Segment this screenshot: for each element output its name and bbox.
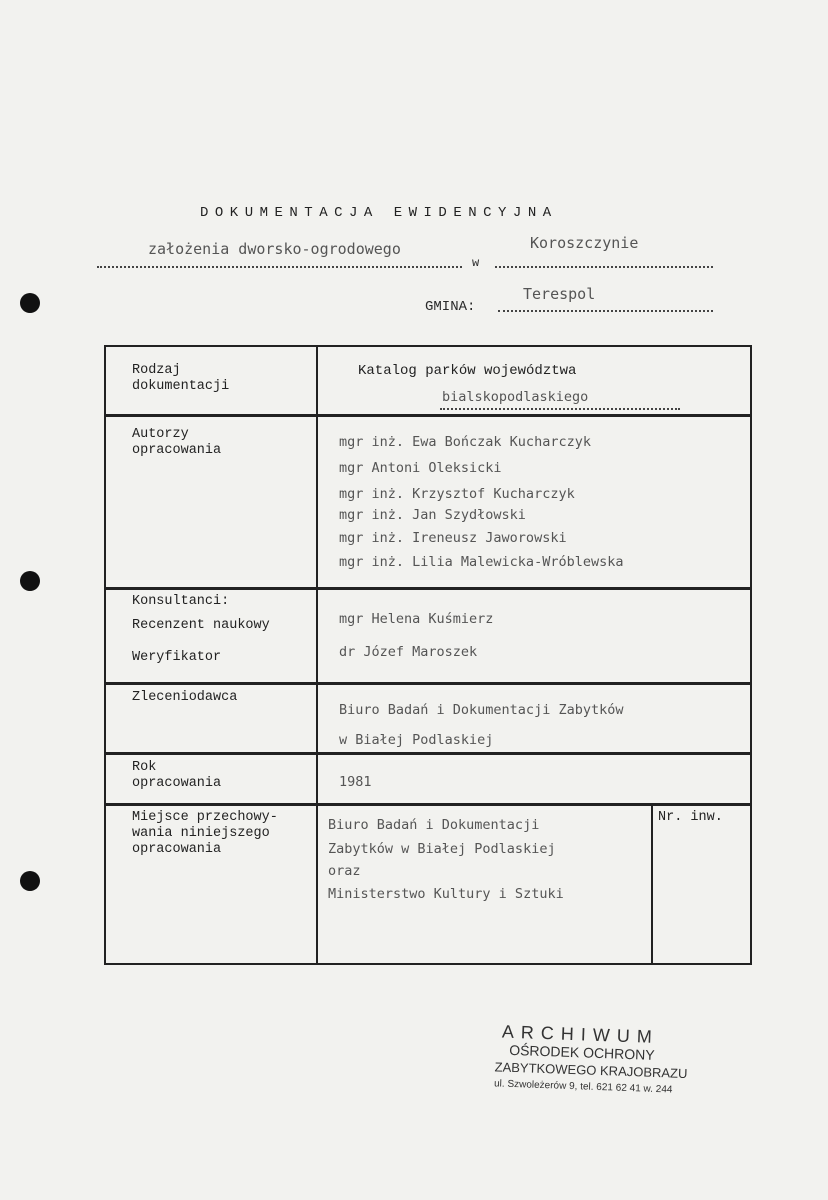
rodzaj-value-line2: bialskopodlaskiego — [442, 389, 589, 405]
miejsce-line-1: Biuro Badań i Dokumentacji — [328, 817, 540, 833]
row-divider-4 — [106, 752, 750, 755]
documentation-table — [104, 345, 752, 965]
rodzaj-value-line1: Katalog parków województwa — [358, 363, 577, 379]
stamp-line-4: ul. Szwoleżerów 9, tel. 621 62 41 w. 244 — [493, 1078, 673, 1096]
object-name-dotted-line — [97, 266, 462, 268]
miejsce-line-2: Zabytków w Białej Podlaskiej — [328, 841, 556, 857]
recenzent-value: mgr Helena Kuśmierz — [339, 611, 494, 627]
punch-hole-top — [20, 293, 40, 313]
archive-stamp — [494, 1021, 706, 1096]
place-name: Koroszczynie — [530, 234, 639, 252]
column-divider — [316, 347, 318, 963]
author-name-5: mgr inż. Ireneusz Jaworowski — [339, 530, 567, 546]
autorzy-label: Autorzy opracowania — [132, 427, 222, 458]
stamp-line-2: OŚRODEK OCHRONY — [508, 1041, 655, 1063]
gmina-value: Terespol — [523, 285, 596, 303]
rodzaj-dotted-line — [440, 408, 680, 410]
stamp-line-1: ARCHIWUM — [501, 1021, 660, 1048]
row-divider-3 — [106, 682, 750, 685]
row-divider-2 — [106, 587, 750, 590]
row-divider-5 — [106, 803, 750, 806]
zleceniodawca-value-line2: w Białej Podlaskiej — [339, 732, 494, 748]
document-title: DOKUMENTACJA EWIDENCYJNA — [200, 205, 558, 221]
nr-inw-label: Nr. inw. — [658, 810, 723, 825]
weryfikator-value: dr Józef Maroszek — [339, 644, 478, 660]
rodzaj-label: Rodzaj dokumentacji — [132, 363, 230, 394]
gmina-dotted-line — [498, 310, 713, 312]
author-name-6: mgr inż. Lilia Malewicka-Wróblewska — [339, 554, 624, 570]
author-name-3: mgr inż. Krzysztof Kucharczyk — [339, 486, 575, 502]
rok-value: 1981 — [339, 774, 372, 790]
punch-hole-bottom — [20, 871, 40, 891]
recenzent-label: Recenzent naukowy — [132, 618, 270, 633]
konsultanci-label: Konsultanci: — [132, 594, 230, 609]
author-name-2: mgr Antoni Oleksicki — [339, 460, 502, 476]
miejsce-line-4: Ministerstwo Kultury i Sztuki — [328, 886, 564, 902]
weryfikator-label: Weryfikator — [132, 650, 222, 665]
place-dotted-line — [495, 266, 713, 268]
miejsce-label: Miejsce przechowy- wania niniejszego opracowania — [132, 810, 278, 857]
zleceniodawca-label: Zleceniodawca — [132, 690, 238, 705]
gmina-label: GMINA: — [425, 299, 476, 315]
object-name: założenia dworsko-ogrodowego — [148, 240, 401, 258]
rok-label: Rok opracowania — [132, 760, 222, 791]
row-divider-1 — [106, 414, 750, 417]
zleceniodawca-value-line1: Biuro Badań i Dokumentacji Zabytków — [339, 702, 624, 718]
connector-w: w — [472, 256, 480, 270]
author-name-4: mgr inż. Jan Szydłowski — [339, 507, 526, 523]
punch-hole-middle — [20, 571, 40, 591]
stamp-line-3: ZABYTKOWEGO KRAJOBRAZU — [494, 1059, 688, 1082]
nr-inw-divider — [651, 805, 653, 963]
author-name-1: mgr inż. Ewa Bończak Kucharczyk — [339, 434, 591, 450]
miejsce-line-3: oraz — [328, 863, 361, 879]
